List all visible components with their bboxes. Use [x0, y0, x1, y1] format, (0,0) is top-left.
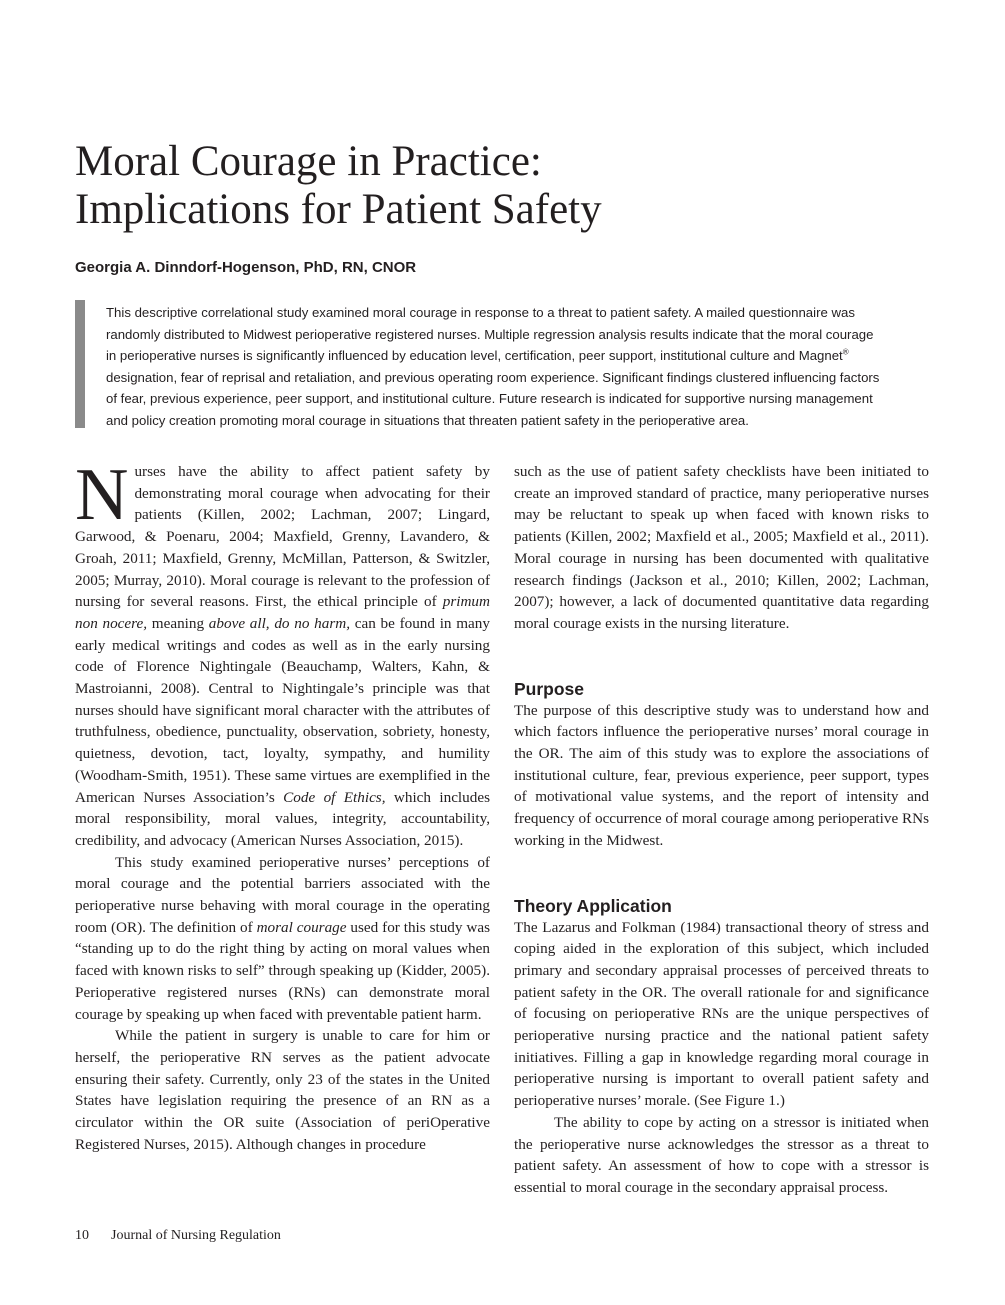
text-run: can be found in many early medical writings and codes as well as in the early nursing code of Florence Nightingale (Beauchamp, Walters, Kahn, & Mastroianni, 2008). Central to Nightingale’s principle was that nurses should have significant moral character with the attributes of truthfulness, obedience, punctuality, observation, sobriety, honesty, quietness, devotion, tact, loyalty, sympathy, and humility (Woodham-Smith, 1951). These same virtues are exemplified in the American Nurses Association’s	[75, 614, 490, 806]
italic-term: primum non nocere,	[75, 593, 490, 632]
abstract-line: This descriptive correlational study examined moral courage in response to a threat to patient safety. A mailed questionnaire was	[106, 305, 855, 320]
author-byline: Georgia A. Dinndorf-Hogenson, PhD, RN, CNOR	[75, 259, 417, 276]
text-run: meaning	[147, 614, 209, 632]
abstract-line: designation, fear of reprisal and retaliation, and previous operating room experience. Significant findings clustered influencing factors	[106, 369, 880, 385]
article-title	[75, 138, 935, 234]
body-paragraph: While the patient in surgery is unable to care for him or herself, the perioperative RN serves as the patient advocate ensuring their safety. Currently, only 23 of the states in the United States have legislation requiring the presence of an RN as a circulator within the OR suite (Association of periOperative Registered Nurses, 2015). Although changes in procedure	[75, 1027, 490, 1153]
italic-term: Code of Ethics,	[283, 788, 386, 806]
text-run: urses have the ability to affect patient safety by demonstrating moral courage when advocating for their patients (Killen, 2002; Lachman, 2007; Lingard, Garwood, & Poenaru, 2004; Maxfield, Grenny, Lavandero, & Groah, 2011; Maxfield, Grenny, McMillan, Patterson, & Switzler, 2005; Murray, 2010). Moral courage is relevant to the profession of nursing for several reasons. First, the ethical principle of	[75, 463, 490, 611]
abstract	[106, 302, 932, 432]
abstract-accent-bar	[75, 300, 85, 428]
italic-term: above all, do no harm,	[208, 614, 350, 632]
abstract-line: and policy creation promoting moral courage in situations that threaten patient safety in the perioperative area.	[106, 412, 749, 428]
page-number: 10	[75, 1228, 89, 1243]
abstract-line: of fear, previous experience, peer support, and institutional culture. Future research is indicated for supportive nursing management	[106, 391, 873, 407]
page-footer	[75, 1228, 281, 1244]
body-column-left	[75, 454, 490, 1156]
section-heading-theory: Theory Application	[514, 895, 672, 916]
body-paragraph: The purpose of this descriptive study was to understand how and which factors influence the perioperative nurses’ moral courage in the OR. The aim of this study was to explore the associations of institutional culture, fear, previous experience, peer support, types of motivational value systems, and the report of intensity and frequency of occurrence of moral courage among perioperative RNs working in the Midwest.	[514, 701, 929, 849]
section-heading-purpose: Purpose	[514, 678, 585, 699]
text-run: used for this study was “standing up to do the right thing by acting on moral values when faced with known risks to self” through speaking up (Kidder, 2005). Perioperative registered nurses (RNs) can demonstrate moral courage by speaking up when faced with preventable patient harm.	[75, 918, 490, 1023]
title-line-1: Moral Courage in Practice:	[75, 138, 542, 185]
abstract-line-text: in perioperative nurses is significantly influenced by education level, certification, peer support, institutional culture and Magnet	[106, 348, 843, 364]
text-run: This study examined perioperative nurses’ perceptions of moral courage and the potential barriers associated with the perioperative nurse behaving with moral courage in the operating room (OR). The definition of	[75, 853, 490, 936]
body-paragraph: The ability to cope by acting on a stressor is initiated when the perioperative nurse acknowledges the stressor as a threat to patient safety. An assessment of how to cope with a stressor is essential to moral courage in the secondary appraisal process.	[514, 1113, 929, 1196]
body-paragraph: such as the use of patient safety checklists have been initiated to create an improved standard of practice, many perioperative nurses may be reluctant to speak up when faced with known risks to patients (Killen, 2002; Maxfield et al., 2005; Maxfield et al., 2011). Moral courage in nursing has been documented with qualitative research findings (Jackson et al., 2010; Killen, 2002; Lachman, 2007); however, a lack of documented quantitative data regarding moral courage exists in the nursing literature.	[514, 463, 929, 632]
title-line-2: Implications for Patient Safety	[75, 186, 602, 233]
body-paragraph: The Lazarus and Folkman (1984) transactional theory of stress and coping aided in the exploration of this subject, which included primary and secondary appraisal processes of perceived threats to patient safety in the OR. The overall rationale for and significance of focusing on perioperative RNs are the unique perspectives of perioperative nursing practice and the national patient safety initiatives. Filling a gap in knowledge regarding moral courage in perioperative nursing is important to overall patient safety and perioperative nurses’ morale. (See Figure 1.)	[514, 918, 929, 1110]
abstract-line: randomly distributed to Midwest perioperative registered nurses. Multiple regression analysis results indicate that the moral courage	[106, 326, 874, 342]
journal-name: Journal of Nursing Regulation	[111, 1228, 281, 1243]
body-paragraph	[75, 454, 490, 852]
italic-term: moral courage	[256, 918, 347, 936]
registered-mark: ®	[842, 347, 849, 357]
body-paragraph	[75, 852, 490, 1026]
abstract-line	[106, 345, 932, 367]
text-run: which includes moral responsibility, moral values, integrity, accountability, credibility, and advocacy (American Nurses Association, 2015).	[75, 788, 490, 849]
body-column-right	[514, 461, 929, 1199]
drop-cap: N	[75, 454, 129, 536]
